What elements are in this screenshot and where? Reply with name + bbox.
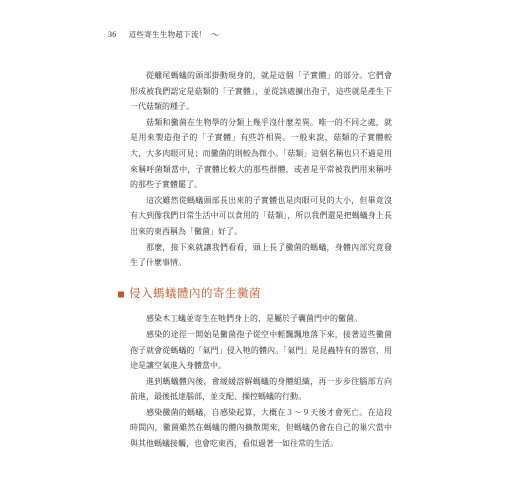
page-number: 36 bbox=[108, 30, 117, 39]
section-heading bbox=[118, 286, 392, 302]
paragraph: 感染的途徑一開始是黴菌孢子從空中輕飄飄地落下來，接著這些黴菌孢子就會從螞蟻的「氣門」侵入牠的體內。「氣門」是昆蟲特有的器官，用途是讓空氣進入身體當中。 bbox=[130, 329, 392, 371]
section-heading-text: 侵入螞蟻體內的寄生黴菌 bbox=[129, 285, 261, 300]
square-bullet-icon bbox=[118, 291, 124, 297]
paragraph: 那麼，接下來就讓我們看看，頭上長了黴菌的螞蟻，身體內部究竟發生了什麼事情。 bbox=[130, 242, 392, 268]
running-title: 這些寄生生物超下流！ bbox=[128, 30, 207, 39]
running-header bbox=[108, 28, 220, 41]
paragraph: 從蠟尾螞蟻的頭部掛動現身的，就是這個「子實體」的部分。它們會形成被我們認定是菇類的「子實體」，並從該處擴出孢子，這些就是產生下一代菇類的種子。 bbox=[130, 71, 392, 112]
paragraph: 感染木工蟻並寄生在牠們身上的，是屬於子囊菌門中的黴菌。 bbox=[146, 314, 362, 324]
paragraph: 這次雖然從螞蟻頭部長出來的子實體也是肉眼可見的大小，但畢竟沒有大到像我們日常生活中可以食用的「菇類」，所以我們還是把螞蟻身上長出來的東西稱為「黴菌」好了。 bbox=[130, 195, 392, 236]
paragraph: 進到螞蟻體內後，會緩緩溶解螞蟻的身體組織，再一步步往腦部方向前進，最後抵達腦部，並支配、操控螞蟻的行動。 bbox=[130, 376, 392, 402]
paragraph: 感染黴菌的螞蟻，自感染起算，大概在３～９天後才會死亡。在這段時間內，黴菌雖然在螞蟻的體內擴散開來，但螞蟻仍會在自己的巢穴當中與其他螞蟻接觸，也會吃東西，看似過著一如往常的生活。 bbox=[130, 407, 392, 449]
paragraph: 菇類和黴菌在生物學的分類上幾乎沒什麼差異。唯一的不同之處，就是用來製造孢子的「子實體」有些許相異。一般來說，菇類的子實體較大，大多肉眼可見；而黴菌的則較為微小。「菇類」這個名稱也只不過是用來稱呼菌類當中，子實體比較大的那些群體，或者是平常被我們用來稱呼的那些子實體罷了。 bbox=[130, 117, 392, 190]
page-body bbox=[130, 68, 392, 452]
swirl-ornament-icon: 〜 bbox=[210, 31, 220, 41]
